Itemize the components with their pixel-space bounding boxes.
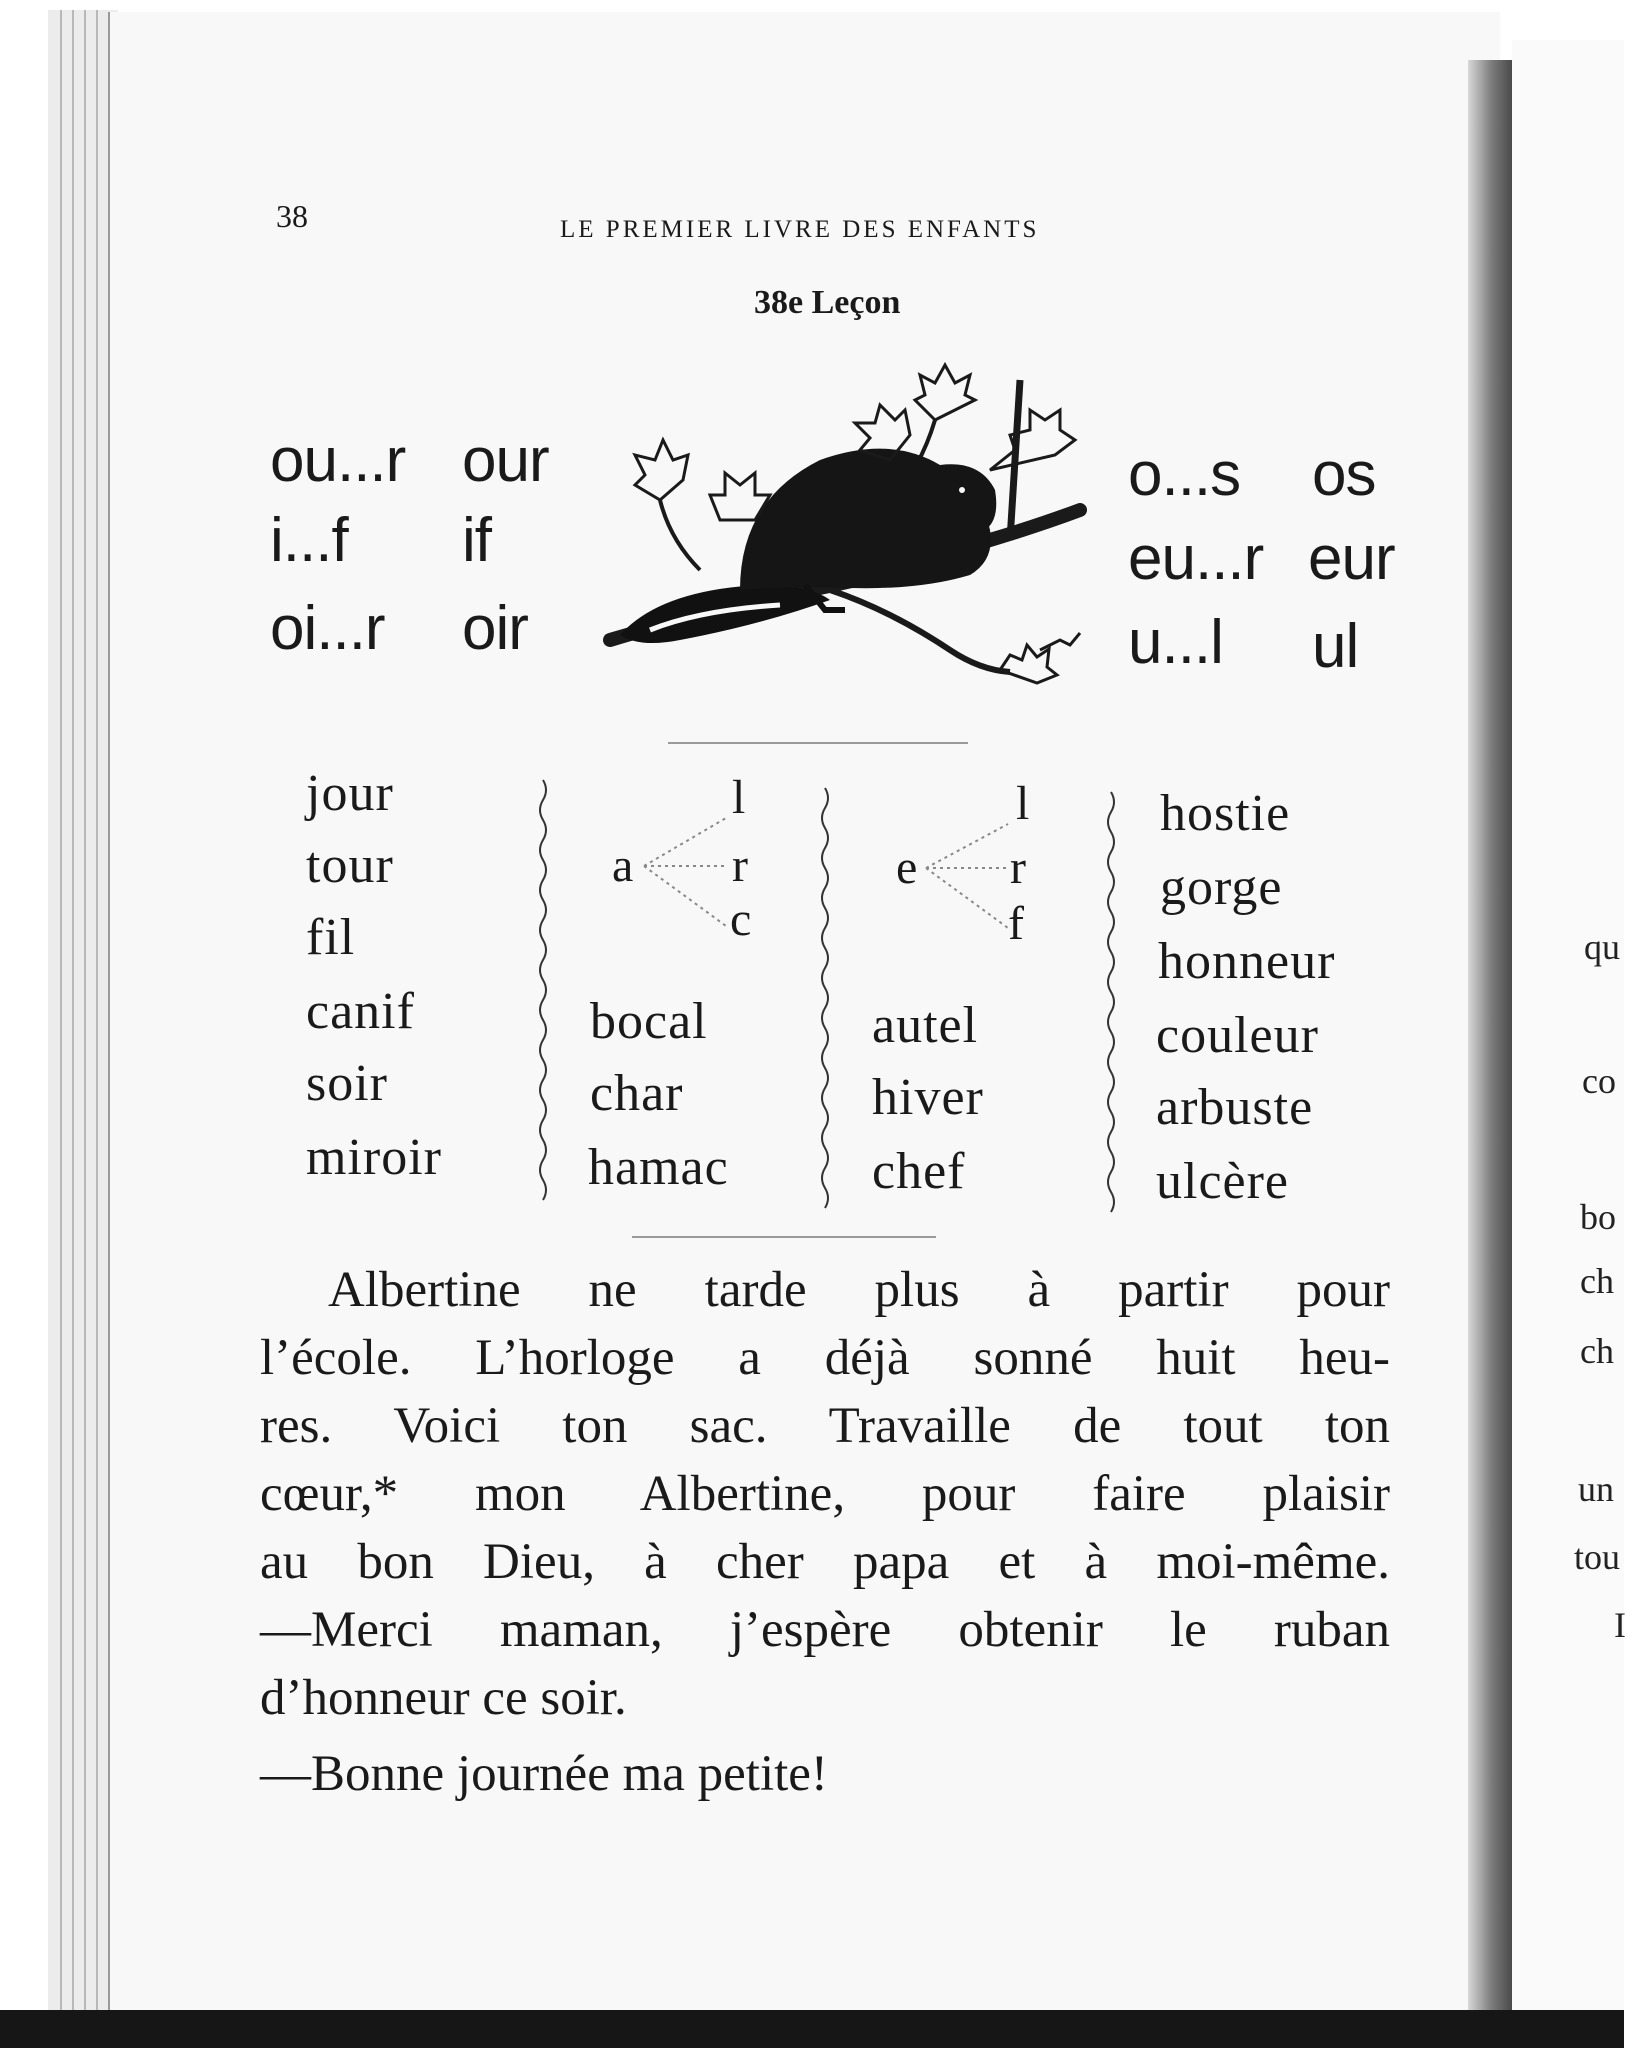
word: autel: [872, 997, 979, 1054]
sound-joined: eur: [1308, 524, 1395, 593]
diagram-letter: r: [732, 839, 748, 892]
section-divider: [632, 1236, 936, 1238]
scan-border: [0, 2010, 1624, 2048]
paragraph-line: au bon Dieu, à cher papa et à moi-même.: [260, 1534, 1390, 1590]
facing-page-fragment: co: [1582, 1061, 1616, 1101]
word: couleur: [1156, 1007, 1319, 1064]
word: hostie: [1160, 785, 1291, 842]
facing-page-fragment: un: [1578, 1469, 1614, 1509]
word: tour: [306, 837, 394, 894]
diagram-letter: l: [732, 771, 746, 824]
sound-joined: oir: [462, 594, 528, 663]
word: chef: [872, 1143, 966, 1200]
sound-split: oi...r: [270, 594, 385, 663]
word: miroir: [306, 1129, 442, 1186]
paragraph-line: l’école. L’horloge a déjà sonné huit heu-: [260, 1330, 1390, 1386]
word: bocal: [590, 993, 708, 1050]
diagram-letter: f: [1008, 897, 1024, 950]
running-head: LE PREMIER LIVRE DES ENFANTS: [560, 216, 1040, 243]
facing-page: [1512, 40, 1624, 2020]
page-edge: [60, 10, 62, 2020]
diagram-vowel: a: [612, 839, 634, 892]
column-divider: [810, 788, 840, 1208]
sound-joined: os: [1312, 440, 1376, 509]
facing-page-fragment: ch: [1580, 1331, 1614, 1371]
word: arbuste: [1156, 1079, 1314, 1136]
sound-joined: ul: [1312, 612, 1359, 681]
word: hiver: [872, 1069, 984, 1126]
word: gorge: [1160, 859, 1283, 916]
word: jour: [306, 765, 394, 822]
sound-split: u...l: [1128, 608, 1223, 677]
diagram-connector: [922, 806, 1024, 950]
word: hamac: [588, 1139, 729, 1196]
sound-split: o...s: [1128, 440, 1241, 509]
diagram-letter: c: [730, 893, 752, 946]
paragraph-line: cœur,* mon Albertine, pour faire plaisir: [260, 1466, 1390, 1522]
word: honneur: [1158, 933, 1336, 990]
reading-paragraph: [260, 1256, 1390, 1808]
word: canif: [306, 983, 415, 1040]
facing-page-fragment: ch: [1580, 1261, 1614, 1301]
facing-page-fragment: qu: [1584, 927, 1620, 967]
column-divider: [1096, 792, 1126, 1212]
sound-split: i...f: [270, 506, 348, 575]
word: ulcère: [1156, 1153, 1290, 1210]
beaver-on-branch-icon: [590, 360, 1090, 710]
diagram-vowel: e: [896, 841, 918, 894]
book-spine: [1468, 60, 1512, 2010]
page-edge: [84, 10, 86, 2020]
sound-joined: if: [462, 506, 491, 575]
page-edge: [72, 10, 74, 2020]
paragraph-line: —Merci maman, j’espère obtenir le ruban: [260, 1602, 1390, 1658]
page-number: 38: [276, 198, 308, 234]
diagram-connector: [640, 800, 740, 940]
facing-page-fragment: bo: [1580, 1197, 1616, 1237]
facing-page-fragment: tou: [1574, 1537, 1621, 1577]
word: char: [590, 1065, 684, 1122]
lesson-title: 38e Leçon: [754, 284, 901, 321]
section-divider: [668, 742, 968, 744]
diagram-letter: l: [1016, 777, 1030, 830]
paragraph-line: d’honneur ce soir.: [260, 1670, 627, 1726]
paragraph-line: Albertine ne tarde plus à partir pour: [328, 1262, 1390, 1318]
diagram-letter: r: [1010, 841, 1026, 894]
facing-page-fragment: I: [1614, 1605, 1626, 1645]
sound-split: ou...r: [270, 426, 406, 495]
page-edge: [96, 10, 98, 2020]
paragraph-line: res. Voici ton sac. Travaille de tout ton: [260, 1398, 1390, 1454]
sound-split: eu...r: [1128, 524, 1264, 593]
column-divider: [528, 780, 558, 1200]
word: soir: [306, 1055, 388, 1112]
sound-joined: our: [462, 426, 549, 495]
word: fil: [306, 909, 356, 966]
paragraph-line: —Bonne journée ma petite!: [260, 1746, 828, 1802]
